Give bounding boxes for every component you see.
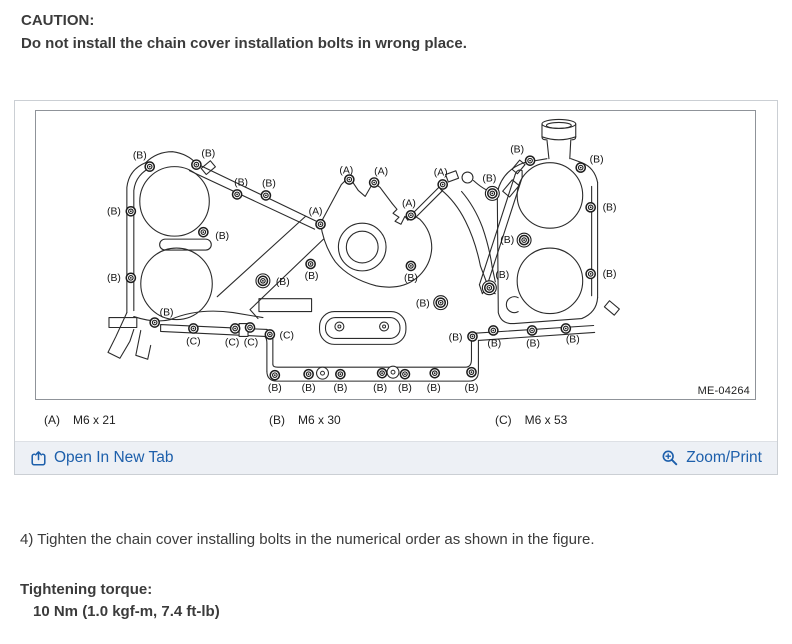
bolt-label: (B) <box>526 338 540 350</box>
chain-cover-diagram <box>36 111 755 399</box>
caution-text: Do not install the chain cover installation bolts in wrong place. <box>21 35 467 52</box>
bolt-label: (A) <box>339 165 354 177</box>
bolt-marker-b <box>304 370 313 379</box>
step-text: 4) Tighten the chain cover installing bolts in the numerical order as shown in the figure. <box>20 531 595 548</box>
open-in-new-tab-label: Open In New Tab <box>54 449 174 466</box>
torque-label: Tightening torque: <box>20 581 153 598</box>
bolt-marker-b <box>145 162 154 171</box>
legend-value-b: M6 x 30 <box>298 413 341 427</box>
bolt-marker-b <box>527 326 536 335</box>
dowel-hole <box>380 322 389 331</box>
bolt-label: (B) <box>495 269 510 281</box>
bolt-label: (B) <box>403 272 418 284</box>
bolt-label: (C) <box>186 336 201 348</box>
bolt-label: (B) <box>426 383 441 395</box>
bolt-marker-a <box>370 178 379 187</box>
bolt-marker-b <box>525 156 534 165</box>
caution-block <box>21 9 792 55</box>
figure-card <box>14 100 778 475</box>
bolt-label: (B) <box>234 177 249 189</box>
bolt-marker-b <box>406 261 415 270</box>
zoom-print-link[interactable] <box>661 449 762 467</box>
bolt-marker-b <box>468 332 477 341</box>
bolt-marker-b <box>256 274 270 288</box>
legend-item-b <box>269 413 341 427</box>
bolt-label: (B) <box>159 307 174 319</box>
bolt-label: (A) <box>308 206 323 218</box>
bolt-marker-c <box>245 323 254 332</box>
bolt-marker-b <box>467 368 476 377</box>
bolt-label: (C) <box>243 337 259 349</box>
bolt-marker-b <box>561 324 570 333</box>
bolt-marker-b <box>261 191 270 200</box>
legend-row <box>15 410 777 434</box>
figure-code: ME-04264 <box>697 385 750 397</box>
bolt-label: (B) <box>487 338 502 350</box>
bolt-marker-b <box>233 190 242 199</box>
bolt-label: (B) <box>589 154 604 166</box>
bolt-marker-b <box>434 296 448 310</box>
bolt-marker-b <box>430 369 439 378</box>
bolt-label: (A) <box>374 166 389 178</box>
bolt-label: (B) <box>261 178 276 190</box>
legend-value-c: M6 x 53 <box>524 413 568 427</box>
bolt-marker-b <box>150 318 159 327</box>
bolt-label: (B) <box>215 231 230 243</box>
bolt-marker-b <box>126 207 135 216</box>
bolt-label: (B) <box>107 272 121 284</box>
bolt-label: (B) <box>301 383 316 395</box>
bolt-marker-b <box>517 233 531 247</box>
figure-footer <box>15 441 777 474</box>
bolt-label: (B) <box>500 235 515 247</box>
bolt-label: (B) <box>565 334 580 346</box>
torque-value: 10 Nm (1.0 kgf-m, 7.4 ft-lb) <box>33 603 220 620</box>
bolt-marker-c <box>189 324 198 333</box>
bolt-marker-b <box>482 281 496 295</box>
bolt-marker-b <box>489 326 498 335</box>
bolt-label: (A) <box>401 198 416 210</box>
bolt-label: (C) <box>279 330 294 342</box>
legend-value-a: M6 x 21 <box>73 413 116 427</box>
magnifier-plus-icon <box>661 449 679 467</box>
open-in-new-tab-icon <box>30 450 47 467</box>
legend-key-c: (C) <box>495 413 512 427</box>
bolt-label: (B) <box>304 270 319 282</box>
legend-item-c <box>495 413 567 427</box>
open-in-new-tab-link[interactable] <box>30 449 173 467</box>
bolt-label: (B) <box>132 150 147 162</box>
bolt-label: (B) <box>510 144 525 156</box>
bolt-labels <box>107 145 616 394</box>
caution-title: CAUTION: <box>21 12 95 29</box>
bolt-label: (B) <box>602 268 617 280</box>
bolt-label: (B) <box>373 383 388 395</box>
dowel-hole <box>317 367 329 379</box>
bolt-marker-b <box>270 371 279 380</box>
legend-item-a <box>44 413 116 427</box>
bolt-marker-b <box>192 160 201 169</box>
dowel-hole <box>387 366 399 378</box>
bolt-marker-b <box>400 370 409 379</box>
bolt-marker-c <box>231 324 240 333</box>
bolt-marker-b <box>586 269 595 278</box>
dowel-hole <box>335 322 344 331</box>
repair-manual-page <box>0 9 792 623</box>
bolt-marker-b <box>485 186 499 200</box>
diagram-box <box>35 110 756 400</box>
bolt-marker-a <box>406 211 415 220</box>
cover-outline <box>108 119 619 381</box>
bolt-marker-a <box>438 180 447 189</box>
bolt-label: (B) <box>482 173 497 185</box>
bolt-marker-b <box>586 203 595 212</box>
torque-block <box>20 579 792 623</box>
bolt-label: (B) <box>415 298 430 310</box>
bolt-marker-c <box>265 330 274 339</box>
bolt-label: (B) <box>267 383 282 395</box>
legend-key-b: (B) <box>269 413 285 427</box>
bolt-marker-b <box>336 370 345 379</box>
bolt-marker-b <box>576 163 585 172</box>
bolt-marker-a <box>316 220 325 229</box>
bolt-label: (B) <box>201 148 216 160</box>
bolt-label: (B) <box>275 276 290 288</box>
bolt-label: (C) <box>224 337 240 349</box>
bolt-label: (B) <box>333 383 348 395</box>
bolt-marker-b <box>199 228 208 237</box>
bolt-label: (B) <box>464 383 479 395</box>
bolt-marker-b <box>126 273 135 282</box>
bolt-label: (B) <box>448 332 463 344</box>
bolt-label: (B) <box>397 383 412 395</box>
bolt-label: (B) <box>602 202 617 214</box>
zoom-print-label: Zoom/Print <box>686 449 762 466</box>
bolt-label: (B) <box>107 206 121 218</box>
bolt-label: (A) <box>433 167 448 179</box>
legend-key-a: (A) <box>44 413 60 427</box>
bolt-marker-b <box>306 259 315 268</box>
bolt-marker-b <box>378 369 387 378</box>
